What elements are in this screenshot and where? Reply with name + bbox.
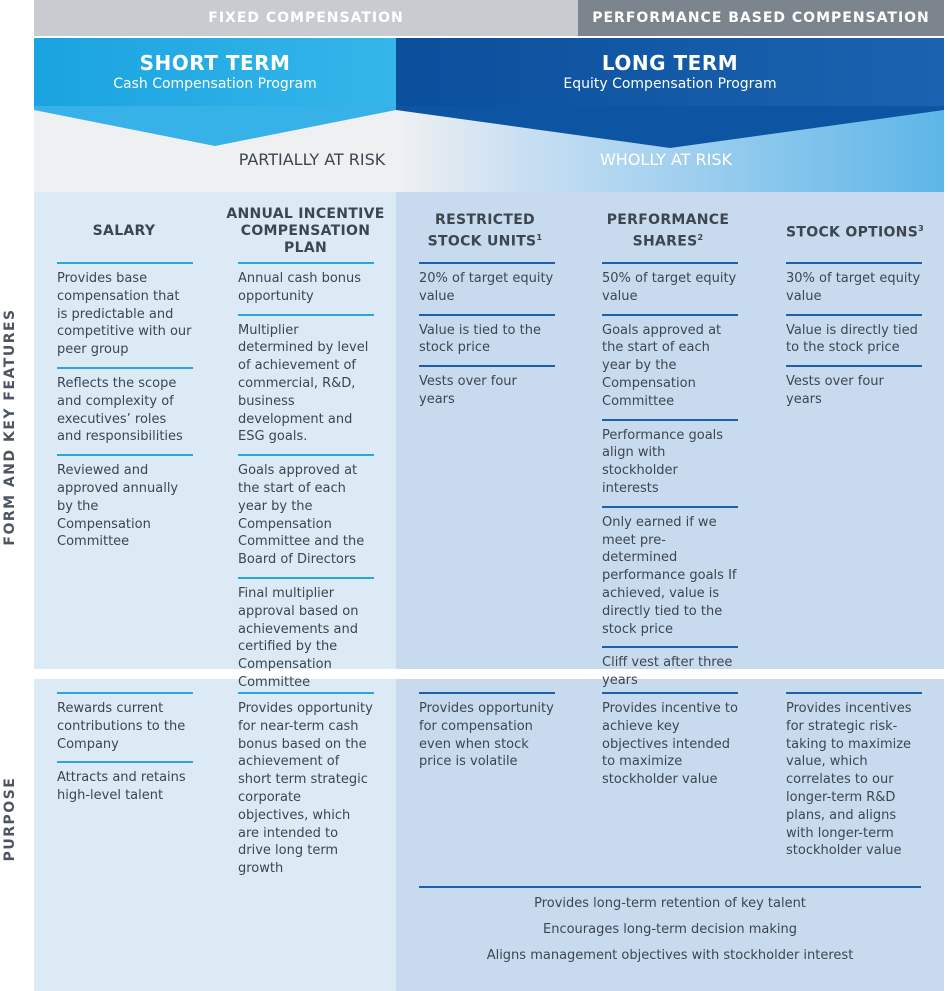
rsu-header-text: RESTRICTED STOCK UNITS$^1$	[427, 211, 543, 250]
list-item: Value is directly tied to the stock price	[786, 322, 918, 356]
summary-line-decision-making: Encourages long-term decision making	[543, 922, 797, 937]
wholly-at-risk-label: WHOLLY AT RISK	[599, 150, 733, 169]
form-and-key-features-label: FORM AND KEY FEATURES	[2, 308, 18, 546]
list-item: Goals approved at the start of each year by the Compensation Committee and the Board of Directors	[238, 463, 365, 568]
list-item: Value is tied to the stock price	[419, 322, 541, 356]
annual-incentive-features	[238, 262, 374, 700]
salary-header	[54, 209, 194, 253]
rsu-purpose	[419, 692, 555, 779]
list-item: Vests over four years	[419, 374, 517, 407]
annual-incentive-header	[218, 205, 393, 256]
fixed-compensation-header: FIXED COMPENSATION	[34, 0, 578, 36]
performance-shares-purpose	[602, 692, 738, 797]
list-item: Goals approved at the start of each year by the Compensation Committee	[602, 322, 722, 409]
list-item: Reviewed and approved annually by the Compensation Committee	[57, 463, 179, 550]
annual-incentive-header-text: ANNUAL INCENTIVE COMPENSATION PLAN	[226, 205, 385, 256]
summary-line-retention: Provides long-term retention of key talent	[534, 896, 806, 911]
list-item: Provides opportunity for compensation even when stock price is volatile	[419, 701, 554, 770]
long-term-band	[396, 38, 944, 106]
chevron-arrows	[34, 106, 944, 154]
list-item: Annual cash bonus opportunity	[238, 271, 362, 304]
summary-line-alignment: Aligns management objectives with stockholder interest	[486, 948, 854, 963]
short-term-band	[34, 38, 396, 106]
list-item: Only earned if we meet pre-determined performance goals If achieved, value is directly tied to the stock price	[602, 514, 737, 637]
performance-shares-features	[602, 262, 738, 698]
purpose-label: PURPOSE	[2, 776, 18, 862]
list-item: 20% of target equity value	[419, 271, 554, 304]
list-item: 30% of target equity value	[786, 271, 921, 304]
performance-compensation-header: PERFORMANCE BASED COMPENSATION	[578, 0, 944, 36]
salary-purpose	[57, 692, 193, 813]
annual-incentive-purpose	[238, 692, 374, 886]
list-item: Provides opportunity for near-term cash bonus based on the achievement of short term strategic corporate objectives, which are intended to drive long term growth	[238, 701, 373, 877]
list-item: Performance goals align with stockholder interests	[602, 427, 724, 496]
list-item: Final multiplier approval based on achievements and certified by the Compensation Committee	[238, 585, 359, 690]
salary-header-text: SALARY	[92, 222, 156, 239]
stock-options-features	[786, 262, 922, 417]
rsu-features	[419, 262, 555, 417]
short-term-chevron	[34, 106, 396, 146]
list-item: Rewards current contributions to the Company	[57, 701, 186, 752]
list-item: Attracts and retains high-level talent	[57, 770, 186, 804]
partially-at-risk-label: PARTIALLY AT RISK	[238, 150, 386, 169]
short-term-title: SHORT TERM	[139, 51, 291, 75]
long-term-subtitle: Equity Compensation Program	[563, 76, 777, 92]
short-term-subtitle: Cash Compensation Program	[113, 76, 317, 92]
list-item: Cliff vest after three years	[602, 655, 733, 689]
long-term-chevron	[396, 106, 944, 148]
list-item: Provides base compensation that is predictable and competitive with our peer group	[57, 271, 192, 358]
list-item: Multiplier determined by level of achievement of commercial, R&D, business development and ESG goals.	[238, 322, 369, 445]
performance-shares-header	[593, 209, 743, 253]
long-term-title: LONG TERM	[601, 51, 739, 75]
performance-shares-header-text: PERFORMANCE SHARES$^2$	[606, 211, 730, 250]
list-item: Reflects the scope and complexity of executives’ roles and responsibilities	[57, 375, 183, 445]
salary-features	[57, 262, 193, 559]
list-item: 50% of target equity value	[602, 271, 737, 304]
long-term-summary-divider	[419, 886, 921, 888]
stock-options-purpose	[786, 692, 922, 868]
list-item: Vests over four years	[786, 374, 884, 407]
rsu-header	[410, 209, 560, 253]
list-item: Provides incentives for strategic risk-taking to maximize value, which correlates to our longer-term R&D plans, and aligns with longer-term stockholder value	[786, 701, 912, 859]
list-item: Provides incentive to achieve key objectives intended to maximize stockholder value	[602, 701, 738, 788]
stock-options-header	[770, 209, 940, 253]
stock-options-header-text: STOCK OPTIONS$^3$	[786, 224, 924, 241]
